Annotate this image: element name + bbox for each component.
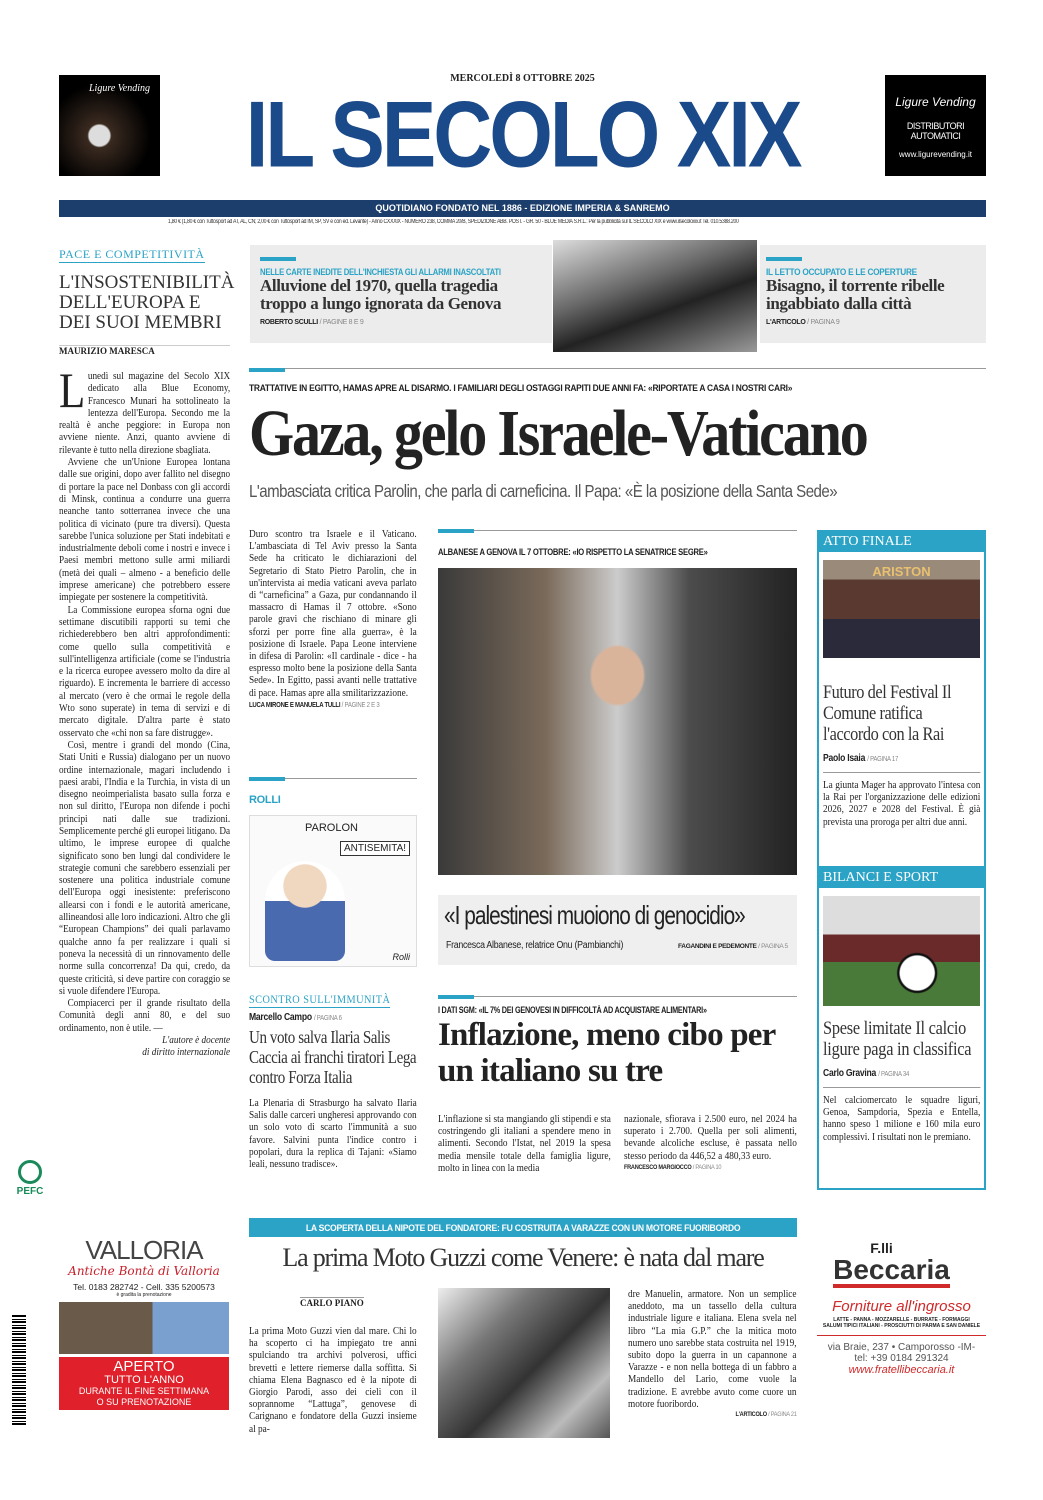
- inflazione-body-1: L'inflazione si sta mangiando gli stipendi e sta costringendo gli italiani a spendere meno in alimenti. Secondo l'Istat, nel 2019 la spesa media mensile totale della famiglia ligure, molto in linea con la media: [438, 1113, 611, 1174]
- inflazione-kicker: I DATI SGM: «IL 7% DEI GENOVESI IN DIFFICOLTÀ AD ACQUISTARE ALIMENTARI»: [438, 1005, 707, 1015]
- ad-subtitle: Antiche Bontà di Valloria: [68, 1264, 220, 1278]
- festival-section: ATTO FINALE: [819, 532, 984, 552]
- tagline-bar: [59, 200, 986, 217]
- guzzi-author: CARLO PIANO: [300, 1298, 364, 1308]
- teaser-kicker: NELLE CARTE INEDITE DELL'INCHIESTA GLI ALLARMI INASCOLTATI: [260, 267, 501, 277]
- inflazione-body-2: nazionale, sfiorava i 2.500 euro, nel 2024 ha superato i 2.700. Quella per soli alimenti, bevande alcoliche escluse, è passata nello stesso periodo da 446,52 a 480,33 euro.: [624, 1113, 797, 1162]
- cartoon-section: ROLLI: [249, 794, 281, 806]
- cartoon-label: PAROLON: [305, 822, 358, 834]
- albanese-quote[interactable]: «I palestinesi muoiono di genocidio»: [444, 900, 745, 930]
- inflazione-byline: FRANCESCO MARGIOCCO / PAGINA 10: [624, 1163, 722, 1171]
- drop-cap: L: [59, 362, 86, 418]
- calcio-byline: Carlo Gravina / PAGINA 34: [823, 1068, 910, 1079]
- ad-address: via Braie, 237 • Camporosso -IM-: [827, 1342, 976, 1353]
- editorial-p5: Compiacerci per il grande risultato della Comunità degli anni 80, e del suo ordinamento, non è utile. —: [59, 997, 231, 1034]
- ad-top-right[interactable]: [885, 75, 986, 176]
- inflazione-rule: [438, 996, 797, 997]
- accent-bar: [260, 257, 296, 261]
- editorial-title[interactable]: L'INSOSTENIBILITÀ DELL'EUROPA E DEI SUOI MEMBRI: [59, 272, 235, 333]
- lead-body: Duro scontro tra Israele e il Vaticano. L'ambasciata di Tel Aviv presso la Santa Sede ha criticato le dichiarazioni del Segretario di Stato Pietro Parolin, che in un'intervista ai media vaticani aveva parlato di “carneficina” a Gaza, pur condannando il massacro di Hamas il 7 ottobre. «Sono parole gravi che rischiano di minare gli sforzi per porre fine alla guerra», è la posizione di Israele. Papa Leone interviene in difesa di Parolin: «Il cardinale - dice - ha espresso molto bene la posizione della Santa Sede». In Egitto, passi avanti nelle trattative di pace. Hamas apre alla smilitarizzazione.: [249, 528, 417, 699]
- ad-line: DISTRIBUTORI AUTOMATICI: [906, 121, 965, 141]
- ad-top-left[interactable]: [59, 75, 160, 176]
- ad-photos: [59, 1302, 229, 1354]
- salis-section: SCONTRO SULL'IMMUNITÀ: [249, 992, 391, 1006]
- calcio-body: Nel calciomercato le squadre liguri, Genoa, Sampdoria, Spezia e Entella, hanno speso 1 milione e 160 mila euro complessivi. I risultati non le premiano.: [823, 1087, 980, 1143]
- albanese-caption: Francesca Albanese, relatrice Onu (Pambianchi): [446, 940, 624, 951]
- accent-bar: [249, 368, 285, 372]
- signoff-2: di diritto internazionale: [142, 1046, 231, 1059]
- lead-kicker: TRATTATIVE IN EGITTO, HAMAS APRE AL DISARMO. I FAMILIARI DEGLI OSTAGGI RAPITI DUE ANNI FA: «RIPORTATE A CASA I NOSTRI CARI»: [249, 383, 793, 394]
- accent-bar: [438, 995, 474, 999]
- section-label: PACE E COMPETITIVITÀ: [59, 247, 205, 261]
- salis-title[interactable]: Un voto salva Ilaria Salis Caccia ai franchi tiratori Lega contro Forza Italia: [249, 1027, 417, 1087]
- ad-title: VALLORIA: [85, 1235, 203, 1265]
- ad-beccaria[interactable]: [817, 1240, 986, 1430]
- teaser-title: Alluvione del 1970, quella tragedia troppo a lungo ignorata da Genova: [260, 276, 502, 313]
- ad-cta: [59, 1357, 229, 1410]
- pefc-label: PEFC: [16, 1186, 44, 1197]
- teaser-alluvione[interactable]: [250, 245, 552, 343]
- ad-products: LATTE - PANNA - MOZZARELLE - BURRATE - FORMAGGI: [833, 1317, 970, 1323]
- editorial-author: MAURIZIO MARESCA: [59, 345, 230, 356]
- ad-slogan: Forniture all'ingrosso: [832, 1298, 971, 1315]
- ad-cta-1: APERTO: [113, 1358, 175, 1375]
- guzzi-headline[interactable]: La prima Moto Guzzi come Venere: è nata dal mare: [282, 1243, 764, 1272]
- inflazione-headline[interactable]: Inflazione, meno cibo per un italiano su tre: [438, 1017, 775, 1089]
- teaser-kicker: IL LETTO OCCUPATO E LE COPERTURE: [766, 267, 917, 277]
- masthead-logo[interactable]: IL SECOLO XIX: [245, 81, 800, 187]
- ad-cta-3: DURANTE IL FINE SETTIMANA: [78, 1386, 210, 1396]
- ariston-photo: [823, 560, 980, 658]
- ad-tel: tel: +39 0184 291324: [854, 1353, 949, 1364]
- editorial-p3: La Commissione europea sforna ogni due settimane discutibili rapporti su temi che richiederebbero ben altri approfondimenti: come quello sulla competitività e sull'intelligenza artificiale (come se l'industria e la ricerca europee avessero molto da dire al riguardo). E incrementa le barriere di accesso al mercato (vero è che ormai le regole della Wto sono superate) in tema di servizi e di mercato digitale. D'altra parte è stato osservato che «chi non sa fare distrugge».: [59, 603, 231, 739]
- accent-bar: [438, 529, 474, 533]
- lead-subtitle: L'ambasciata critica Parolin, che parla di carneficina. Il Papa: «È la posizione della Santa Sede»: [249, 481, 838, 501]
- editorial-p4: Così, mentre i grandi del mondo (Cina, Stati Uniti e Russia) dialogano per un nuovo ordine internazionale, magari includendo i paesi arabi, l'India e la Turchia, in vista di un disegno neoimperialista basato sulla forza e non sul diritto, l'Europa non difende i pochi principi nati dalle sue tradizioni. Semplicemente perché gli europei litigano. Da ultimo, le imprese europee di qualche significato sono ben lungi dal condividere le strategie comuni che sarebbero essenziali per sostenere una politica industriale comune dell'Europa oggi inesistente: preferiscono allearsi con i fondi e le autorità americane, allineandosi alle loro indicazioni. Altro che gli “European Champions” dei quali parlavamo qualche anno fa per realizzare i quali si poneva la necessità di un rinnovamento delle norme sulla concorrenza! Da qui, credo, da queste criticità, si deve partire con coraggio se si vuole difendere l'Europa.: [59, 738, 231, 997]
- albanese-kicker: ALBANESE A GENOVA IL 7 OTTOBRE: «IO RISPETTO LA SENATRICE SEGRE»: [438, 547, 708, 557]
- cartoon-sign: ANTISEMITA!: [340, 841, 410, 856]
- albanese-byline: FAGANDINI E PEDEMONTE / PAGINA 5: [678, 943, 788, 950]
- ad-note: è gradita la prenotazione: [116, 1292, 172, 1298]
- ad-url: www.fratellibeccaria.it: [848, 1364, 955, 1376]
- lead-headline[interactable]: Gaza, gelo Israele-Vaticano: [249, 397, 867, 470]
- calcio-section: BILANCI E SPORT: [819, 868, 984, 888]
- editorial-p1: unedì sul magazine del Secolo XIX dedicato alla Blue Economy, Francesco Munari ha sottolineato la lentezza dell'Europa. Secondo me la realtà è anche peggiore: in Europa non avviene niente. Anzi, quanto avviene di rilevante è tutto nella direzione sbagliata.: [59, 370, 231, 456]
- ad-valloria[interactable]: [59, 1236, 229, 1436]
- calcio-title: Spese limitate Il calcio ligure paga in classifica: [823, 1018, 972, 1060]
- flood-photo[interactable]: [553, 240, 757, 352]
- guzzi-body-2: dre Manuelin, armatore. Non un semplice aneddoto, ma un tassello della cultura industriale ligure e italiana. Elena svela nel libro “La mia G.P.” che la mitica moto numero uno sarebbe stata costruita nel 1919, subito dopo la guerra in un capannone a Varazze - e non nella bottega di un fabbro a Mandello del Lario, come vuole la tradizione. E avrebbe avuto come cuore un motore fuoribordo.: [628, 1288, 797, 1410]
- tagline: QUOTIDIANO FONDATO NEL 1886 - EDIZIONE IMPERIA & SANREMO: [375, 203, 670, 213]
- cartoon-figure: [265, 861, 345, 961]
- salis-byline: Marcello Campo / PAGINA 6: [249, 1012, 342, 1023]
- ad-brand: Ligure Vending: [89, 83, 151, 94]
- calcio-box[interactable]: [817, 866, 986, 1190]
- ad-phone: Tel. 0183 282742 - Cell. 335 5200573: [73, 1282, 215, 1292]
- lead-rule: [249, 368, 986, 369]
- ad-brand: Beccaria: [833, 1256, 950, 1288]
- guzzi-banner-text: LA SCOPERTA DELLA NIPOTE DEL FONDATORE: FU COSTRUITA A VARAZZE CON UN MOTORE FUORIBORDO: [305, 1222, 741, 1233]
- guzzi-byline: L'ARTICOLO / PAGINA 21: [735, 1411, 797, 1419]
- teaser-byline: L'ARTICOLO / PAGINA 9: [766, 319, 840, 326]
- issue-date: MERCOLEDÌ 8 OTTOBRE 2025: [450, 73, 595, 84]
- albanese-photo[interactable]: [438, 568, 797, 875]
- guzzi-photo[interactable]: [438, 1288, 610, 1438]
- festival-byline: Paolo Isaia / PAGINA 17: [823, 753, 899, 764]
- accent-bar: [249, 777, 285, 781]
- ad-url: www.ligurevending.it: [899, 150, 972, 159]
- barcode: [12, 1315, 26, 1425]
- salis-body: La Plenaria di Strasburgo ha salvato Ilaria Salis dalle carceri ungheresi approvando con un solo voto di scarto l'immunità a suo favore. Salvini punta l'indice contro i popolari, dura la replica di Tajani: «Siamo leali, nessuno tradisce».: [249, 1097, 417, 1171]
- ariston-sign: ARISTON: [872, 564, 931, 579]
- festival-body: La giunta Mager ha approvato l'intesa con la Rai per l'organizzazione delle edizioni 2026, 2027 e 2028 del Festival. È già prevista una proroga per altri due anni.: [823, 772, 980, 828]
- editorial-p2: Avviene che un'Unione Europea lontana dalle sue origini, dopo aver fallito nel disegno di portare la pace nel Donbass con gli accordi di Minsk, continua a condurre una guerra neanche tanto sotterranea invece che una politica di vicinato (pure tra diversi). Questa sarebbe l'unica soluzione per Stati indebitati e industrialmente deboli come i nostri e invece i Paesi membri mettono sulle armi miliardi (metà dei quali – almeno - a beneficio delle imprese americane) che potrebbero essere impiegate per sostenere la competitività.: [59, 456, 231, 604]
- guzzi-banner: [249, 1218, 797, 1237]
- ad-brand: Ligure Vending: [895, 95, 976, 109]
- festival-title: Futuro del Festival Il Comune ratifica l'accordo con la Rai: [823, 682, 952, 745]
- price-line: 1,80 € (1,80 € con Tuttosport ad AT, AL, CN; 2,00 € con Tuttosport ad IM, SP, SV e con ed. Levante) - Anno CXXXIX - NUMERO 238, COMMA 20/B, SPEDIZIONE ABB. POST. - GR. 50 - BLUE MEDIA S.R.L.: Per la pubblicità sul IL SECOLO XIX e www.ilsecoloxix.it Tel. 010.5388.200: [168, 219, 739, 225]
- albanese-rule: [438, 530, 797, 531]
- teaser-title: Bisagno, il torrente ribelle ingabbiato dalla città: [766, 276, 945, 313]
- teaser-bisagno[interactable]: [760, 245, 986, 343]
- teaser-byline: ROBERTO SCULLI / PAGINE 8 E 9: [260, 319, 364, 326]
- pefc-logo: [12, 1160, 48, 1197]
- accent-bar: [766, 257, 802, 261]
- cartoon-signature: Rolli: [392, 952, 410, 962]
- ad-cta-4: O SU PRENOTAZIONE: [96, 1397, 192, 1407]
- guzzi-body-1: La prima Moto Guzzi vien dal mare. Chi lo ha scoperto ci ha impiegato tre anni spulciando tra archivi polverosi, uffici brevetti e lettere riemerse dalla soffitta. Si chiama Elena Bagnasco ed è la nipote di Giorgio Parodi, asso dei cieli con il soprannome “Lattuga”, genovese di Carignano e fondatore della Guzzi insieme al pa-: [249, 1325, 417, 1435]
- festival-box[interactable]: [817, 530, 986, 868]
- lead-byline: LUCA MIRONE E MANUELA TULLI / PAGINE 2 E 3: [249, 701, 380, 709]
- ad-small: F.lli: [870, 1240, 893, 1256]
- ad-products: SALUMI TIPICI ITALIANI - PROSCIUTTI DI PARMA E SAN DANIELE: [817, 1323, 986, 1336]
- signoff-1: L'autore è docente: [162, 1034, 231, 1047]
- ad-cta-2: TUTTO L'ANNO: [104, 1374, 184, 1386]
- stadium-photo: [823, 896, 980, 1006]
- editorial: [59, 245, 235, 1059]
- cartoon-rolli[interactable]: [249, 815, 417, 967]
